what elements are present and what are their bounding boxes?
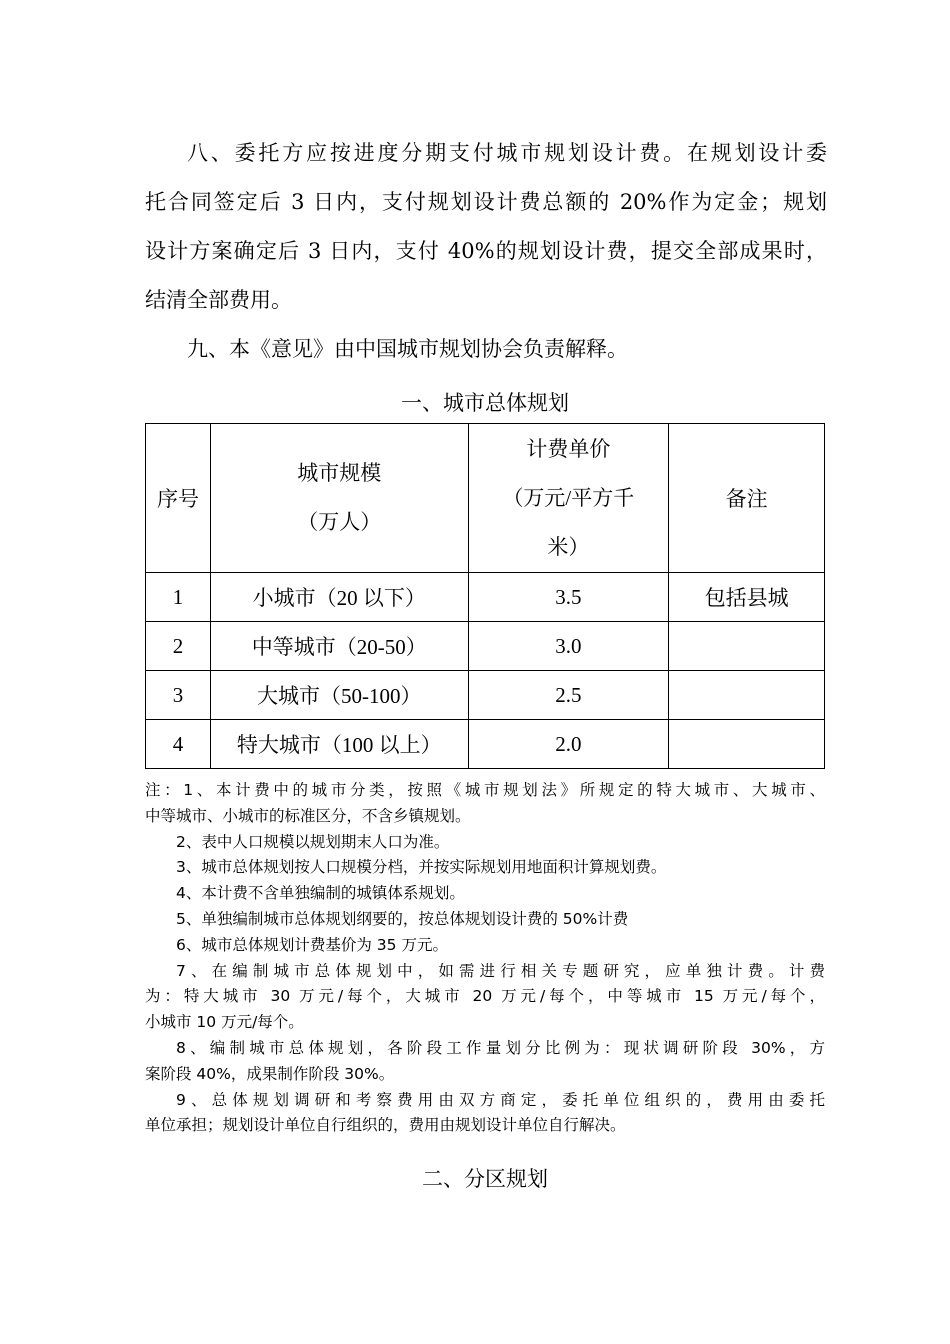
header-remark: 备注 (669, 424, 825, 573)
note-line: 8、编制城市总体规划，各阶段工作量划分比例为：现状调研阶段 30%，方 (176, 1038, 825, 1057)
note-line: 9、总体规划调研和考察费用由双方商定，委托单位组织的，费用由委托 (176, 1090, 825, 1109)
table-notes (145, 778, 825, 1139)
section-title-master-plan: 一、城市总体规划 (401, 391, 569, 415)
note-line: 6、城市总体规划计费基价为 35 万元。 (176, 935, 448, 954)
note-line: 小城市 10 万元/每个。 (145, 1013, 304, 1032)
cell-price: 2.0 (468, 720, 669, 769)
table-row (146, 573, 825, 622)
cell-remark (669, 671, 825, 720)
note-line: 为：特大城市 30 万元/每个，大城市 20 万元/每个，中等城市 15 万元/每个， (145, 987, 825, 1006)
cell-price: 3.5 (468, 573, 669, 622)
cell-remark: 包括县城 (669, 573, 825, 622)
paragraph-nine (145, 325, 827, 374)
paragraph-line: 设计方案确定后 3 日内，支付 40%的规划设计费，提交全部成果时， (145, 239, 827, 263)
header-unit-price: 计费单价 （万元/平方千 米） (468, 424, 669, 573)
cell-price: 3.0 (468, 622, 669, 671)
paragraph-line: 托合同签定后 3 日内，支付规划设计费总额的 20%作为定金；规划 (145, 190, 827, 214)
paragraph-eight (145, 129, 827, 325)
cell-scale: 中等城市（20-50） (210, 622, 468, 671)
cell-seq: 3 (146, 671, 211, 720)
table-header-row (146, 424, 825, 573)
note-line: 案阶段 40%，成果制作阶段 30%。 (145, 1064, 395, 1083)
table-row (146, 671, 825, 720)
cell-seq: 2 (146, 622, 211, 671)
paragraph-line: 八、委托方应按进度分期支付城市规划设计费。在规划设计委 (187, 141, 827, 165)
note-line: 中等城市、小城市的标准区分，不含乡镇规划。 (145, 806, 471, 825)
cell-remark (669, 720, 825, 769)
fee-table (145, 423, 825, 769)
paragraph-line: 九、本《意见》由中国城市规划协会负责解释。 (187, 337, 628, 361)
section-title-district-plan: 二、分区规划 (422, 1167, 548, 1191)
cell-scale: 特大城市（100 以上） (210, 720, 468, 769)
paragraph-line: 结清全部费用。 (145, 288, 292, 312)
note-line: 注：1、本计费中的城市分类，按照《城市规划法》所规定的特大城市、大城市、 (145, 781, 825, 799)
header-seq: 序号 (146, 424, 211, 573)
note-line: 单位承担；规划设计单位自行组织的，费用由规划设计单位自行解决。 (145, 1116, 626, 1135)
note-line: 4、本计费不含单独编制的城镇体系规划。 (176, 884, 465, 903)
header-city-scale: 城市规模 （万人） (210, 424, 468, 573)
cell-scale: 大城市（50-100） (210, 671, 468, 720)
cell-scale: 小城市（20 以下） (210, 573, 468, 622)
cell-seq: 4 (146, 720, 211, 769)
note-line: 2、表中人口规模以规划期末人口为准。 (176, 832, 450, 851)
note-line: 7、在编制城市总体规划中，如需进行相关专题研究，应单独计费。计费 (176, 961, 825, 980)
cell-price: 2.5 (468, 671, 669, 720)
table-row (146, 720, 825, 769)
note-line: 5、单独编制城市总体规划纲要的，按总体规划设计费的 50%计费 (176, 909, 629, 928)
table-row (146, 622, 825, 671)
note-line: 3、城市总体规划按人口规模分档，并按实际规划用地面积计算规划费。 (176, 858, 667, 877)
cell-seq: 1 (146, 573, 211, 622)
cell-remark (669, 622, 825, 671)
